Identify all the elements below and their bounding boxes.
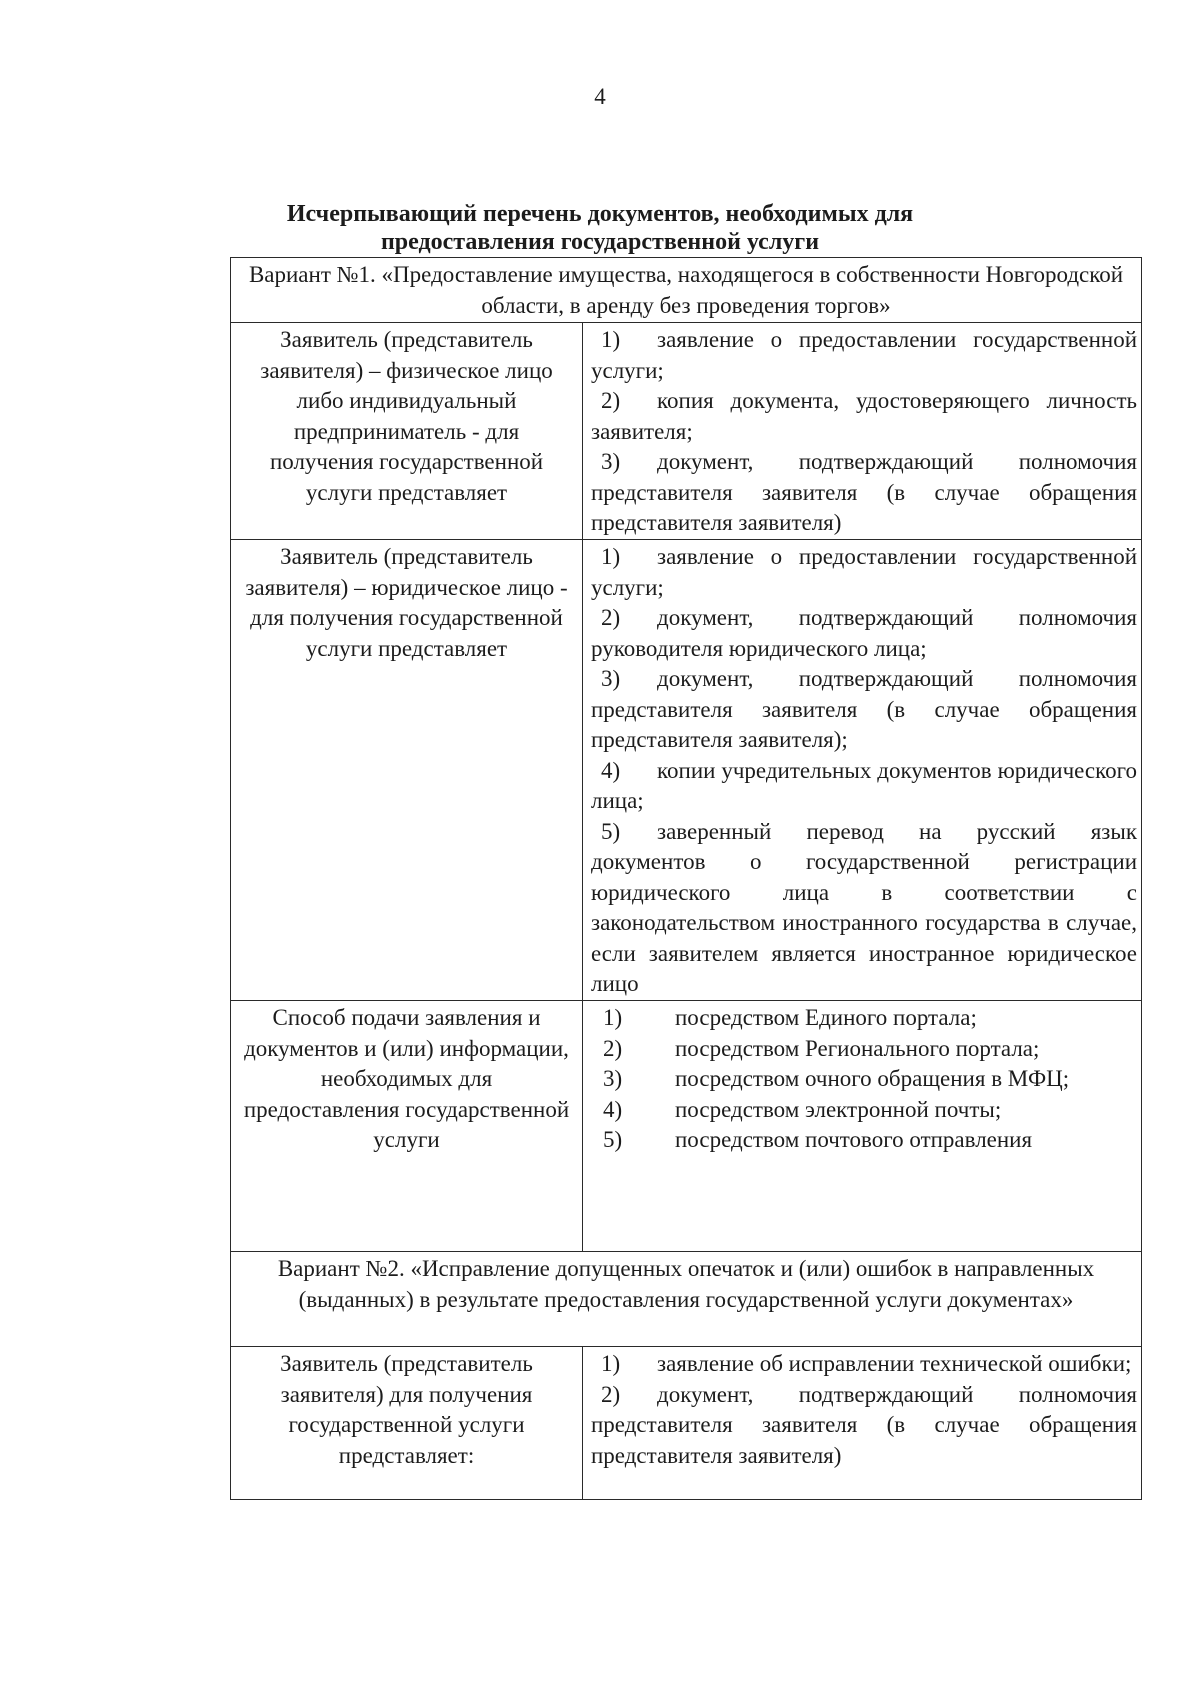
- applicant-cell-legal-entity: Заявитель (представитель заявителя) – юридическое лицо - для получения государственной услуги представляет: [231, 540, 583, 1001]
- variant-1-heading: Вариант №1. «Предоставление имущества, находящегося в собственности Новгородской области, в аренду без проведения торгов»: [231, 258, 1142, 323]
- item-text: документ, подтверждающий полномочия представителя заявителя (в случае обращения представителя заявителя): [591, 1381, 1138, 1468]
- item-text: документ, подтверждающий полномочия руководителя юридического лица;: [591, 605, 1138, 661]
- item-number: 5): [601, 818, 621, 844]
- item-number: 3): [603, 1066, 623, 1091]
- variant-2-heading: Вариант №2. «Исправление допущенных опечаток и (или) ошибок в направленных (выданных) в результате предоставления государственной услуги документах»: [231, 1252, 1142, 1347]
- item-number: 1): [601, 544, 621, 569]
- submission-method-label: Способ подачи заявления и документов и (или) информации, необходимых для предоставления государственной услуги: [231, 1001, 583, 1252]
- item-number: 1): [601, 1351, 621, 1376]
- item-text: посредством Регионального портала;: [675, 1035, 1040, 1061]
- document-item: [591, 664, 1137, 756]
- item-text: посредством электронной почты;: [675, 1096, 1002, 1122]
- table-row: [231, 1347, 1142, 1500]
- documents-table: [230, 257, 1142, 1500]
- table-row: [231, 540, 1142, 1001]
- item-number: 5): [603, 1127, 623, 1152]
- document-item: [591, 386, 1137, 447]
- method-item: [591, 1125, 1137, 1156]
- item-text: заявление о предоставлении государственной услуги;: [591, 544, 1138, 600]
- item-text: копии учредительных документов юридического лица;: [591, 757, 1138, 813]
- item-text: документ, подтверждающий полномочия представителя заявителя (в случае обращения представителя заявителя): [591, 449, 1138, 535]
- applicant-cell-variant-2: Заявитель (представитель заявителя) для получения государственной услуги представляет:: [231, 1347, 583, 1500]
- item-number: 3): [601, 449, 621, 474]
- item-number: 4): [601, 757, 621, 783]
- document-item: [591, 325, 1137, 386]
- method-item: [591, 1095, 1137, 1126]
- documents-cell-legal-entity: [583, 540, 1142, 1001]
- item-number: 1): [601, 327, 621, 352]
- applicant-cell-individual: Заявитель (представитель заявителя) – физическое лицо либо индивидуальный предприниматель - для получения государственной услуги представляет: [231, 323, 583, 540]
- document-item: [591, 1349, 1137, 1380]
- item-number: 2): [601, 388, 621, 413]
- document-item: [591, 542, 1137, 603]
- item-text: посредством Единого портала;: [675, 1005, 977, 1030]
- item-text: посредством очного обращения в МФЦ;: [675, 1066, 1070, 1091]
- method-item: [591, 1064, 1137, 1095]
- item-text: заверенный перевод на русский язык документов о государственной регистрации юридического лица в соответствии с законодательством иностранного государства в случае, если заявителем является иностранное юридическое лицо: [591, 818, 1138, 996]
- item-number: 2): [603, 1035, 623, 1061]
- documents-cell-variant-2: [583, 1347, 1142, 1500]
- method-item: [591, 1003, 1137, 1034]
- document-title: [250, 200, 950, 256]
- document-title-line-2: предоставления государственной услуги: [380, 229, 820, 255]
- document-item: [591, 1380, 1137, 1472]
- item-text: посредством почтового отправления: [675, 1127, 1033, 1152]
- item-number: 1): [603, 1005, 623, 1030]
- table-row: [231, 1001, 1142, 1252]
- variant-1-heading-row: [231, 258, 1142, 323]
- document-title-line-1: Исчерпывающий перечень документов, необходимых для: [286, 201, 914, 227]
- document-item: [591, 603, 1137, 664]
- item-text: заявление о предоставлении государственной услуги;: [591, 327, 1138, 383]
- documents-cell-individual: [583, 323, 1142, 540]
- variant-2-heading-row: [231, 1252, 1142, 1347]
- page-number: 4: [594, 84, 606, 109]
- submission-methods-cell: [583, 1001, 1142, 1252]
- item-text: документ, подтверждающий полномочия представителя заявителя (в случае обращения представителя заявителя);: [591, 666, 1138, 752]
- item-number: 2): [601, 605, 621, 630]
- item-number: 3): [601, 666, 621, 691]
- item-text: копия документа, удостоверяющего личность заявителя;: [591, 388, 1138, 444]
- document-item: [591, 756, 1137, 817]
- method-item: [591, 1034, 1137, 1065]
- document-item: [591, 817, 1137, 1000]
- table-row: [231, 323, 1142, 540]
- item-text: заявление об исправлении технической ошибки;: [657, 1351, 1132, 1376]
- item-number: 4): [603, 1096, 623, 1122]
- item-number: 2): [601, 1381, 621, 1407]
- document-item: [591, 447, 1137, 539]
